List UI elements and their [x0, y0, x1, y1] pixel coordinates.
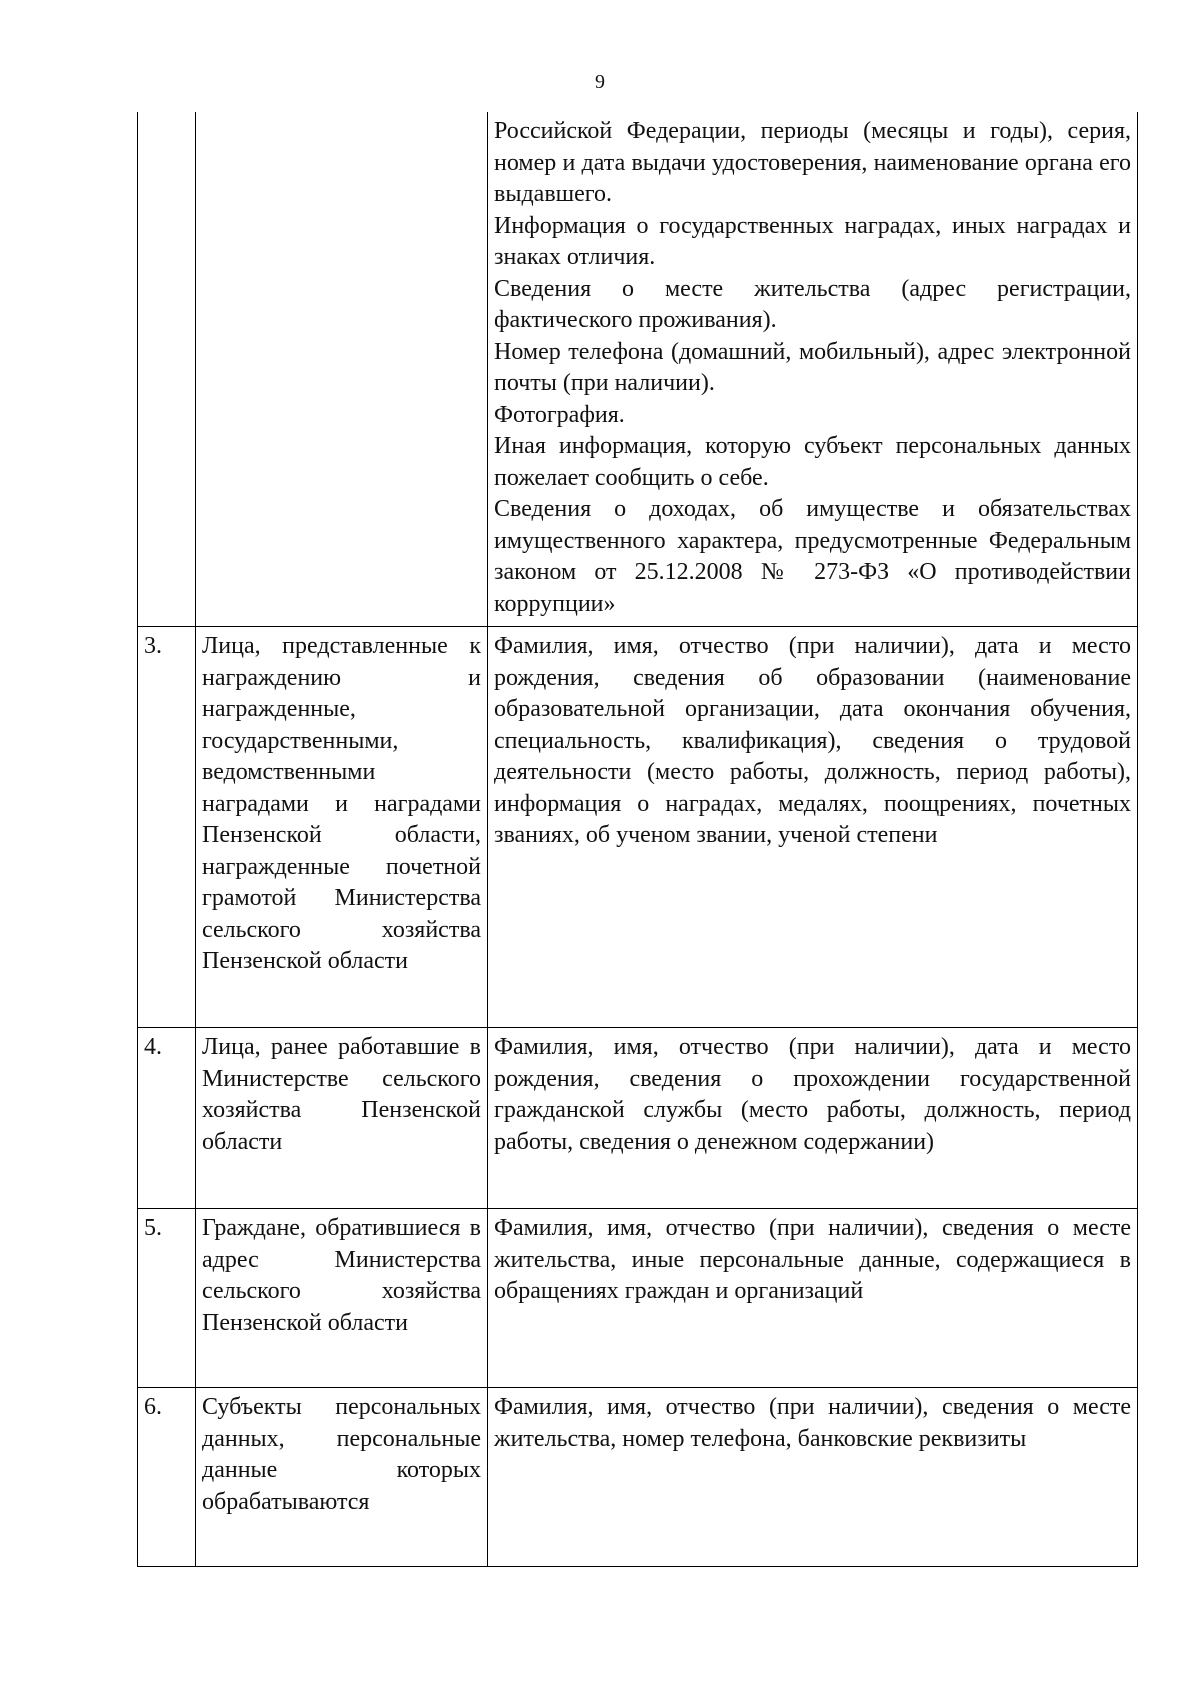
table-row: [138, 627, 1138, 1028]
row-number-cell: 5.: [138, 1209, 196, 1388]
data-paragraph: Иная информация, которую субъект персональных данных пожелает сообщить о себе.: [494, 433, 1131, 491]
row-number-cell: [138, 112, 196, 627]
data-cell: [488, 627, 1138, 1028]
data-paragraph: Фотография.: [494, 401, 625, 428]
data-paragraph: Информация о государственных наградах, иных наградах и знаках отличия.: [494, 212, 1131, 270]
data-paragraph: Фамилия, имя, отчество (при наличии), дата и место рождения, сведения о прохождении государственной гражданской службы (место работы, должность, период работы, сведения о денежном содержании): [494, 1034, 1131, 1155]
subjects-cell: Граждане, обратившиеся в адрес Министерства сельского хозяйства Пензенской области: [196, 1209, 488, 1388]
subjects-cell: [196, 112, 488, 627]
table-row: [138, 1388, 1138, 1567]
row-number-cell: 3.: [138, 627, 196, 1028]
row-number-cell: 6.: [138, 1388, 196, 1567]
subjects-cell: Лица, ранее работавшие в Министерстве сельского хозяйства Пензенской области: [196, 1028, 488, 1209]
data-cell: [488, 112, 1138, 627]
row-number-cell: 4.: [138, 1028, 196, 1209]
page-number: 9: [595, 71, 605, 93]
table-row: [138, 1028, 1138, 1209]
table-row-continuation: [138, 112, 1138, 627]
subjects-cell: Лица, представленные к награждению и награжденные, государственными, ведомственными наградами и наградами Пензенской области, награжденные почетной грамотой Министерства сельского хозяйства Пензенской области: [196, 627, 488, 1028]
data-paragraph: Сведения о месте жительства (адрес регистрации, фактического проживания).: [494, 275, 1131, 333]
data-paragraph: Фамилия, имя, отчество (при наличии), сведения о месте жительства, иные персональные данные, содержащиеся в обращениях граждан и организаций: [494, 1215, 1131, 1304]
data-paragraph: Сведения о доходах, об имуществе и обязательствах имущественного характера, предусмотренные Федеральным законом от 25.12.2008 № 273-ФЗ «О противодействии коррупции»: [494, 496, 1131, 617]
data-cell: [488, 1209, 1138, 1388]
data-paragraph: Российской Федерации, периоды (месяцы и годы), серия, номер и дата выдачи удостоверения, наименование органа его выдавшего.: [494, 118, 1131, 207]
subjects-cell: Субъекты персональных данных, персональные данные которых обрабатываются: [196, 1388, 488, 1567]
data-paragraph: Фамилия, имя, отчество (при наличии), сведения о месте жительства, номер телефона, банковские реквизиты: [494, 1394, 1131, 1452]
data-cell: [488, 1028, 1138, 1209]
data-paragraph: Фамилия, имя, отчество (при наличии), дата и место рождения, сведения об образовании (наименование образовательной организации, дата окончания обучения, специальность, квалификация), сведения о трудовой деятельности (место работы, должность, период работы), информация о наградах, медалях, поощрениях, почетных званиях, об ученом звании, ученой степени: [494, 633, 1131, 848]
data-paragraph: Номер телефона (домашний, мобильный), адрес электронной почты (при наличии).: [494, 338, 1131, 396]
personal-data-table: [137, 112, 1138, 1567]
table-row: [138, 1209, 1138, 1388]
data-cell: [488, 1388, 1138, 1567]
